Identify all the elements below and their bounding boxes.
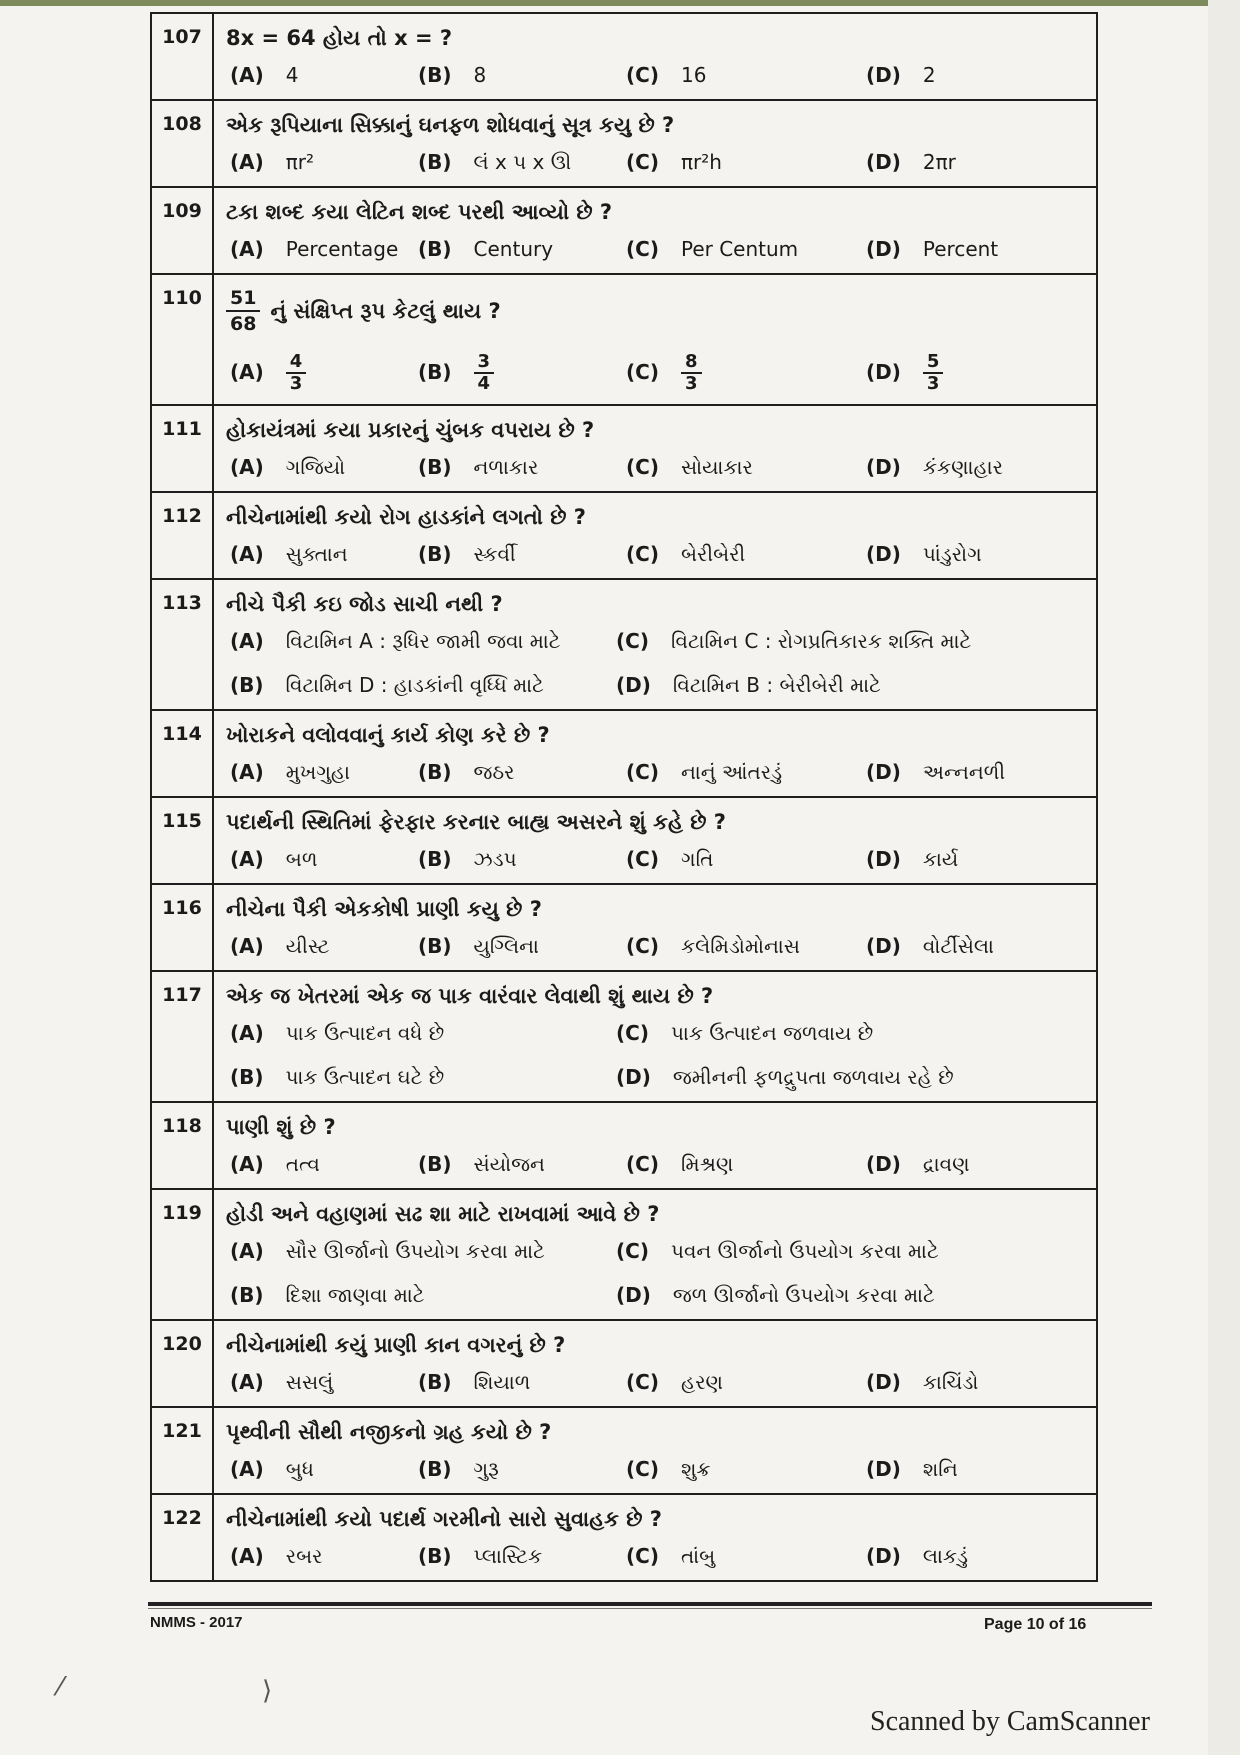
option-a: (A) $\frac{4}{3}$ (230, 352, 306, 394)
question-number: 110 (151, 274, 213, 405)
options-line (226, 1144, 1096, 1188)
option-a: (A) 4 (230, 63, 299, 87)
question-body (213, 13, 1097, 100)
question-number: 111 (151, 405, 213, 492)
question-number: 109 (151, 187, 213, 274)
option-c: (C) $\frac{8}{3}$ (626, 352, 702, 394)
options-line (226, 229, 1096, 273)
option-b: (B) સ્કર્વી (418, 542, 516, 566)
question-row (151, 1320, 1097, 1407)
question-number: 122 (151, 1494, 213, 1581)
question-row (151, 971, 1097, 1102)
question-row (151, 1189, 1097, 1320)
question-text: પૃથ્વીની સૌથી નજીકનો ગ્રહ કયો છે ? (226, 1420, 552, 1444)
question-body (213, 579, 1097, 710)
options-line (226, 1275, 1096, 1319)
option-d: (D) Percent (866, 237, 999, 261)
options-line (226, 1362, 1096, 1406)
option-d: (D) શનિ (866, 1457, 958, 1481)
option-d: (D) 2 (866, 63, 936, 87)
question-row (151, 884, 1097, 971)
option-c: (C) બેરીબેરી (626, 542, 746, 566)
options-line (226, 55, 1096, 99)
question-number: 113 (151, 579, 213, 710)
option-b: (B) $\frac{3}{4}$ (418, 352, 494, 394)
question-number: 116 (151, 884, 213, 971)
option-b: (B) સંયોજન (418, 1152, 545, 1176)
question-table (150, 12, 1098, 1582)
options-line (226, 665, 1096, 709)
question-text: હોડી અને વહાણમાં સઢ શા માટે રાખવામાં આવે છે ? (226, 1202, 660, 1226)
options-line (226, 1536, 1096, 1580)
question-body (213, 710, 1097, 797)
question-text: 8x = 64 હોય તો x = ? (226, 26, 453, 50)
option-b: (B) લં x પ x ઊ (418, 150, 572, 174)
question-body (213, 1494, 1097, 1581)
question-body (213, 405, 1097, 492)
option-b: (B) દિશા જાણવા માટે (230, 1283, 425, 1307)
options-line (226, 839, 1096, 883)
question-body (213, 1320, 1097, 1407)
option-a: (A) સસલું (230, 1370, 334, 1394)
question-row (151, 1407, 1097, 1494)
option-a: (A) યીસ્ટ (230, 934, 330, 958)
question-number: 120 (151, 1320, 213, 1407)
option-d: (D) લાકડું (866, 1544, 969, 1568)
option-d: (D) દ્રાવણ (866, 1152, 970, 1176)
option-b: (B) 8 (418, 63, 487, 87)
question-text: પાણી શું છે ? (226, 1115, 336, 1139)
options-line (226, 1057, 1096, 1101)
option-c: (C) તાંબુ (626, 1544, 716, 1568)
question-text: હોકાયંત્રમાં કયા પ્રકારનું ચુંબક વપરાય છે ? (226, 418, 595, 442)
question-number: 117 (151, 971, 213, 1102)
question-row (151, 187, 1097, 274)
question-body (213, 797, 1097, 884)
option-a: (A) πr² (230, 150, 315, 174)
option-b: (B) યુગ્લિના (418, 934, 539, 958)
option-d: (D) જળ ઊર્જાનો ઉપયોગ કરવા માટે (616, 1283, 935, 1307)
question-row (151, 274, 1097, 405)
option-a: (A) વિટામિન A : રૂધિર જામી જવા માટે (230, 629, 561, 653)
option-c: (C) હરણ (626, 1370, 723, 1394)
options-line (226, 142, 1096, 186)
question-text: નીચેના પૈકી એકકોષી પ્રાણી કયુ છે ? (226, 897, 542, 921)
option-a: (A) તત્વ (230, 1152, 320, 1176)
question-text: નીચે પૈકી કઇ જોડ સાચી નથી ? (226, 592, 503, 616)
question-row (151, 13, 1097, 100)
question-row (151, 405, 1097, 492)
question-body (213, 1189, 1097, 1320)
footer-divider (148, 1602, 1152, 1606)
question-body (213, 971, 1097, 1102)
question-body (213, 1102, 1097, 1189)
option-a: (A) સૌર ઊર્જાનો ઉપયોગ કરવા માટે (230, 1239, 545, 1263)
question-row (151, 1494, 1097, 1581)
option-b: (B) ઝડપ (418, 847, 517, 871)
options-line (226, 1013, 1096, 1057)
options-line (226, 534, 1096, 578)
option-d: (D) જમીનની ફળદ્રુપતા જળવાય રહે છે (616, 1065, 954, 1089)
scan-top-band (0, 0, 1240, 6)
question-body (213, 187, 1097, 274)
option-c: (C) શુક્ર (626, 1457, 711, 1481)
option-c: (C) વિટામિન C : રોગપ્રતિકારક શક્તિ માટે (616, 629, 972, 653)
option-d: (D) પાંડુરોગ (866, 542, 982, 566)
question-number: 118 (151, 1102, 213, 1189)
options-line (226, 1231, 1096, 1275)
options-line (226, 447, 1096, 491)
question-body (213, 1407, 1097, 1494)
question-text: $\frac{51}{68}$ નું સંક્ષિપ્ત રૂપ કેટલું થાય ? (226, 282, 1096, 340)
options-line (226, 340, 1096, 404)
option-c: (C) ગતિ (626, 847, 714, 871)
question-body (213, 884, 1097, 971)
question-text: ખોરાકને વલોવવાનું કાર્ય કોણ કરે છે ? (226, 723, 550, 747)
option-d: (D) $\frac{5}{3}$ (866, 352, 943, 394)
question-number: 107 (151, 13, 213, 100)
option-b: (B) Century (418, 237, 554, 261)
question-body (213, 100, 1097, 187)
question-row (151, 797, 1097, 884)
option-a: (A) મુખગુહા (230, 760, 351, 784)
option-a: (A) ગજિયો (230, 455, 346, 479)
question-body (213, 274, 1097, 405)
question-number: 114 (151, 710, 213, 797)
question-text: નીચેનામાંથી કયો રોગ હાડકાંને લગતો છે ? (226, 505, 586, 529)
question-row (151, 1102, 1097, 1189)
option-b: (B) વિટામિન D : હાડકાંની વૃધ્ધિ માટે (230, 673, 544, 697)
option-a: (A) બળ (230, 847, 318, 871)
option-d: (D) કાર્ય (866, 847, 959, 871)
question-text: પદાર્થની સ્થિતિમાં ફેરફાર કરનાર બાહ્ય અસરને શું કહે છે ? (226, 810, 726, 834)
option-d: (D) 2πr (866, 150, 956, 174)
options-line (226, 1449, 1096, 1493)
option-b: (B) પ્લાસ્ટિક (418, 1544, 543, 1568)
options-line (226, 926, 1096, 970)
option-c: (C) Per Centum (626, 237, 799, 261)
question-text: એક રૂપિયાના સિક્કાનું ઘનફળ શોધવાનું સૂત્ર કયુ છે ? (226, 113, 675, 137)
option-c: (C) πr²h (626, 150, 722, 174)
question-row (151, 100, 1097, 187)
option-c: (C) પવન ઊર્જાનો ઉપયોગ કરવા માટે (616, 1239, 939, 1263)
page-edge (1208, 0, 1240, 1755)
option-c: (C) 16 (626, 63, 707, 87)
question-text: ટકા શબ્દ કયા લેટિન શબ્દ પરથી આવ્યો છે ? (226, 200, 613, 224)
pen-mark: ⟩ (262, 1676, 273, 1706)
question-body (213, 492, 1097, 579)
question-text: નીચેનામાંથી કયું પ્રાણી કાન વગરનું છે ? (226, 1333, 566, 1357)
option-d: (D) કંકણાહાર (866, 455, 1003, 479)
option-d: (D) અન્નનળી (866, 760, 1006, 784)
option-c: (C) પાક ઉત્પાદન જળવાય છે (616, 1021, 874, 1045)
question-fraction: $\frac{51}{68}$ (226, 286, 260, 336)
question-row (151, 710, 1097, 797)
scanner-watermark: Scanned by CamScanner (870, 1706, 1150, 1737)
option-a: (A) પાક ઉત્પાદન વધે છે (230, 1021, 445, 1045)
option-a: (A) Percentage (230, 237, 399, 261)
question-number: 121 (151, 1407, 213, 1494)
option-c: (C) નાનું આંતરડું (626, 760, 783, 784)
option-b: (B) પાક ઉત્પાદન ઘટે છે (230, 1065, 445, 1089)
option-a: (A) બુધ (230, 1457, 314, 1481)
question-number: 119 (151, 1189, 213, 1320)
question-number: 112 (151, 492, 213, 579)
pen-mark: ⁄ (58, 1672, 63, 1702)
option-d: (D) વિટામિન B : બેરીબેરી માટે (616, 673, 881, 697)
option-b: (B) નળાકાર (418, 455, 539, 479)
question-number: 108 (151, 100, 213, 187)
option-b: (B) જઠર (418, 760, 515, 784)
options-line (226, 752, 1096, 796)
footer-divider-thin (148, 1608, 1152, 1609)
option-c: (C) મિશ્રણ (626, 1152, 734, 1176)
question-row (151, 579, 1097, 710)
option-b: (B) શિયાળ (418, 1370, 531, 1394)
question-number: 115 (151, 797, 213, 884)
option-d: (D) વોર્ટીસેલા (866, 934, 994, 958)
exam-name: NMMS - 2017 (150, 1614, 243, 1631)
question-text: નીચેનામાંથી કયો પદાર્થ ગરમીનો સારો સુવાહક છે ? (226, 1507, 662, 1531)
option-c: (C) સોયાકાર (626, 455, 753, 479)
question-row (151, 492, 1097, 579)
option-c: (C) કલેમિડોમોનાસ (626, 934, 800, 958)
page-number: Page 10 of 16 (984, 1616, 1087, 1633)
option-b: (B) ગુરૂ (418, 1457, 499, 1481)
question-text: એક જ ખેતરમાં એક જ પાક વારંવાર લેવાથી શું થાય છે ? (226, 984, 714, 1008)
options-line (226, 621, 1096, 665)
option-a: (A) સુક્તાન (230, 542, 348, 566)
option-d: (D) કાચિંડો (866, 1370, 979, 1394)
option-a: (A) રબર (230, 1544, 323, 1568)
